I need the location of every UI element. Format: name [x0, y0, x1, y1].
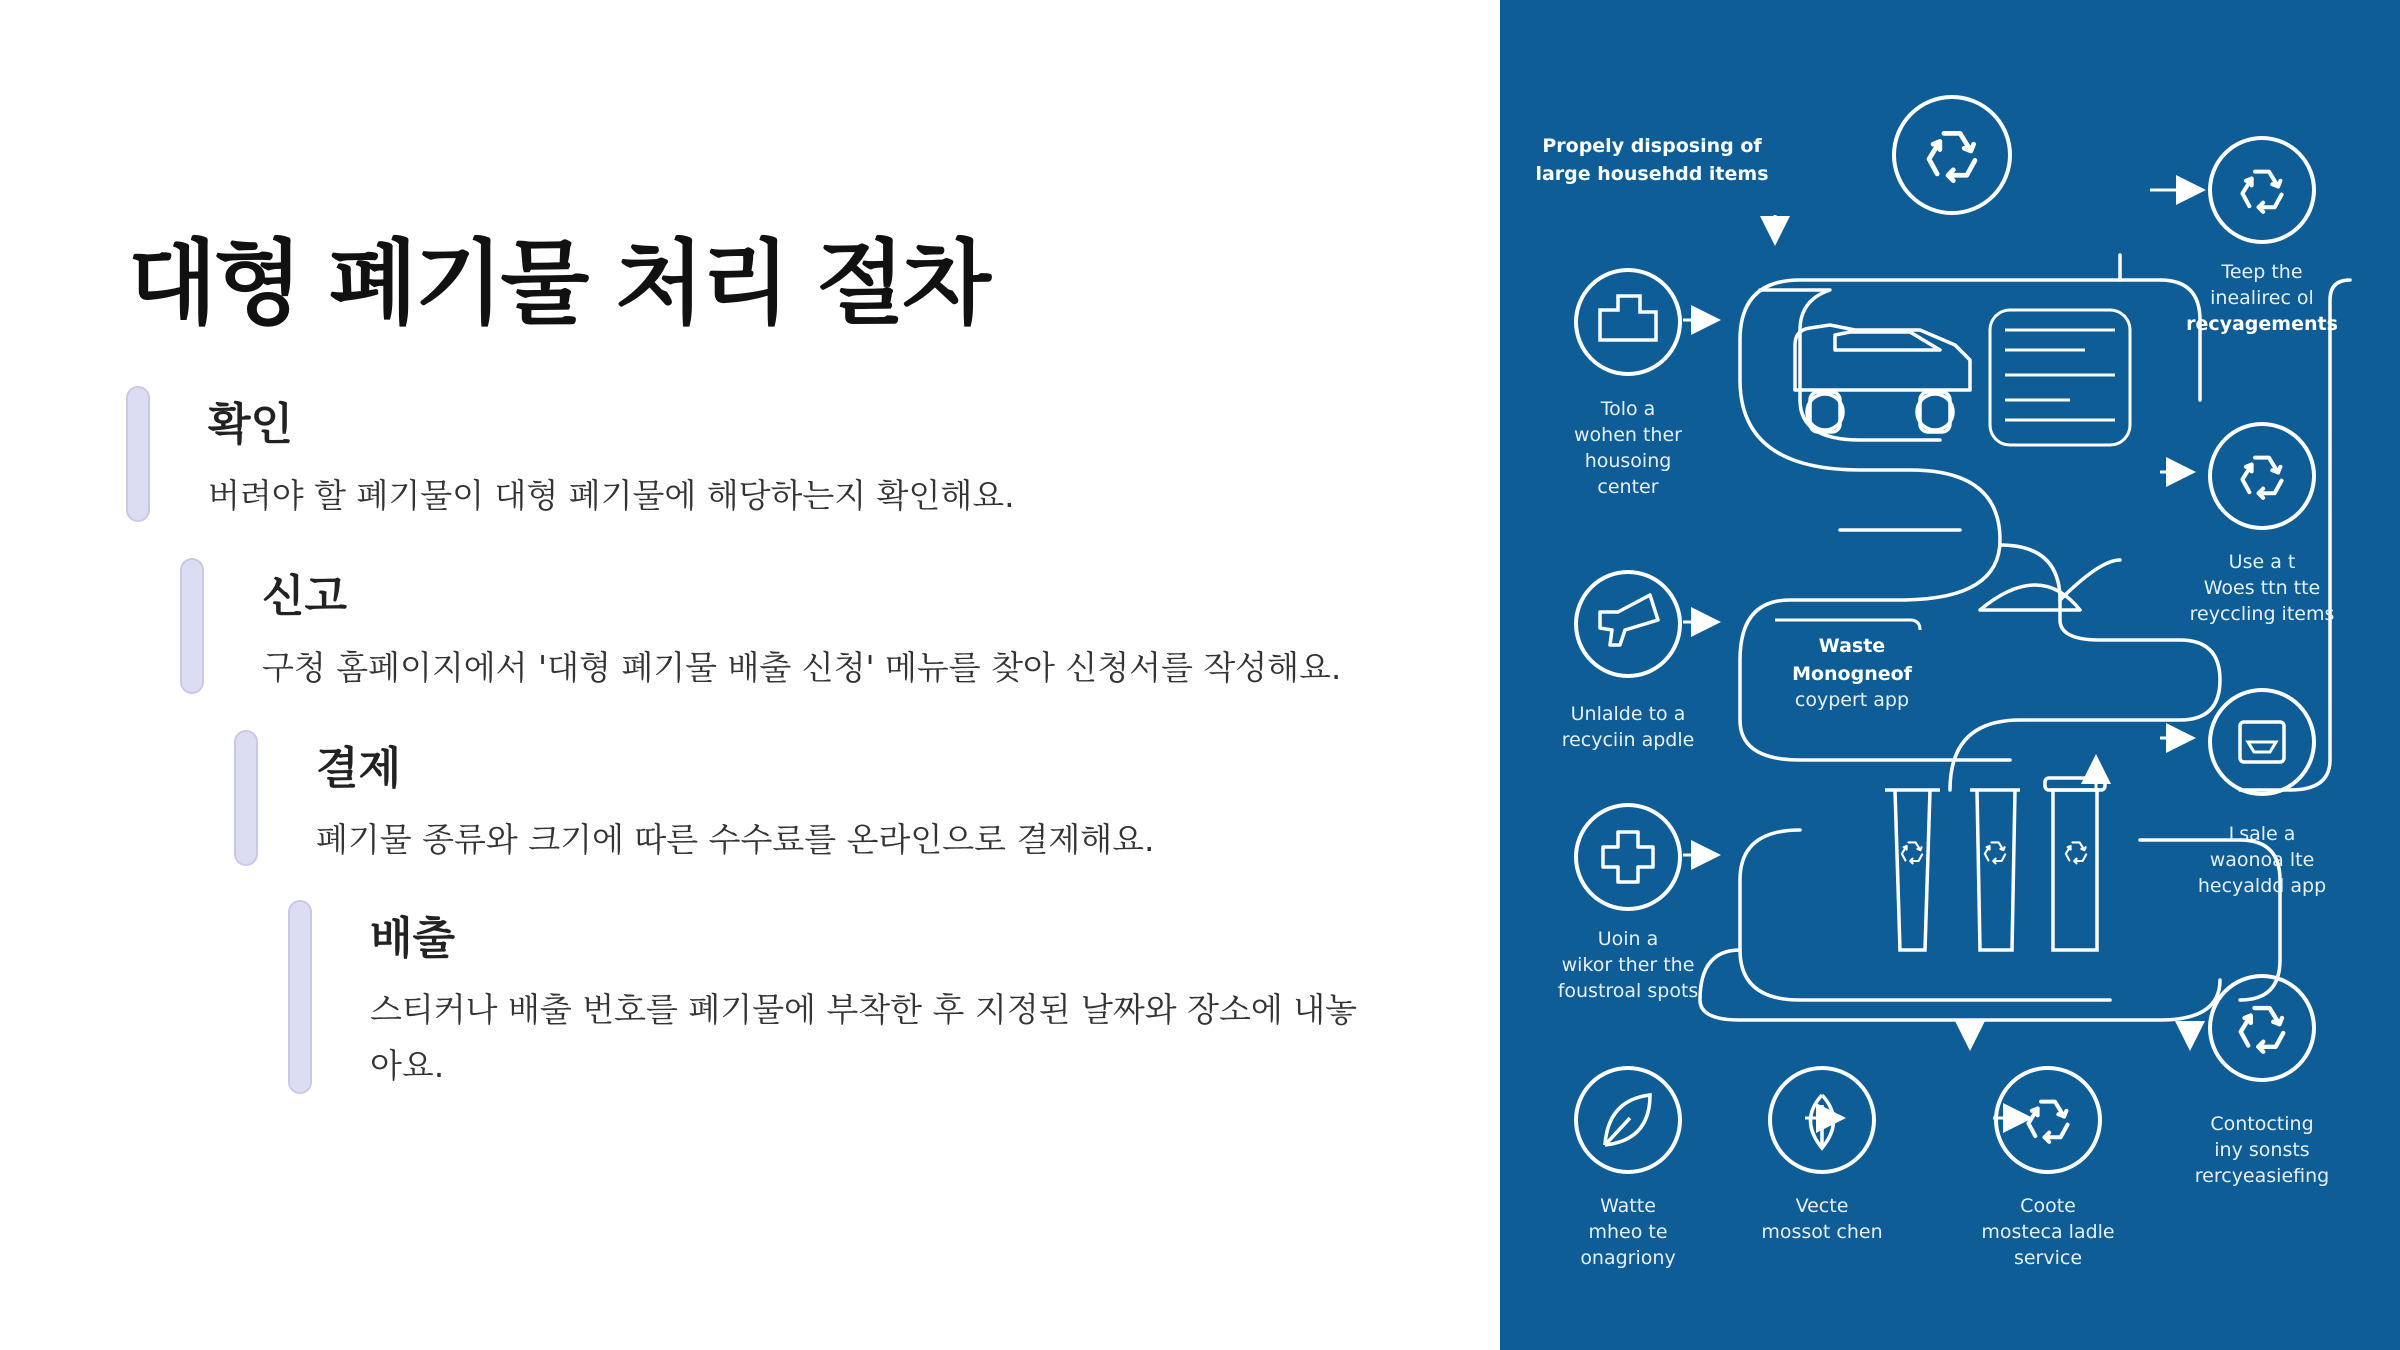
recycle-icon — [2210, 976, 2314, 1080]
right-label-line: waonoa lte — [2209, 849, 2315, 871]
right-label-line: Teep the — [2221, 261, 2303, 283]
bottom-label-line: Coote — [2020, 1195, 2076, 1217]
step-heading: 확인 — [208, 399, 294, 450]
infographic-header-line: Propely disposing of — [1542, 135, 1762, 157]
bottom-label-line: mosteca ladle — [1981, 1221, 2115, 1243]
recycle-icon — [1996, 1068, 2100, 1172]
box-icon — [2210, 690, 2314, 794]
left-label-line: recyciin apdle — [1561, 729, 1695, 751]
bottom-label-line: mossot chen — [1761, 1221, 1883, 1243]
right-label-line: rercyeasiefing — [2194, 1165, 2330, 1187]
step-description: 버려야 할 폐기물이 대형 폐기물에 해당하는지 확인해요. — [208, 476, 1015, 515]
recycle-icon — [2210, 424, 2314, 528]
building-icon — [1576, 270, 1680, 374]
right-label-line: Contocting — [2210, 1113, 2314, 1135]
flow-arrows — [1683, 190, 2200, 1118]
leaf-icon — [1576, 1068, 1680, 1172]
center-label-line: Monogneof — [1792, 663, 1912, 685]
left-label-line: wohen ther — [1574, 424, 1682, 446]
center-label-line: Waste — [1818, 635, 1886, 657]
bottom-label-line: Watte — [1600, 1195, 1656, 1217]
left-label-line: Tolo a — [1600, 398, 1656, 420]
right-label-line: Lsale a — [2228, 823, 2296, 845]
left-label-line: Uoin a — [1597, 928, 1659, 950]
center-label-line: coypert app — [1794, 689, 1910, 711]
infographic-panel — [1500, 0, 2400, 1350]
right-label-line: inealirec ol — [2210, 287, 2314, 309]
bottom-label-line: service — [2013, 1247, 2083, 1269]
winding-path — [1700, 255, 2350, 1020]
step-heading: 결제 — [316, 743, 402, 794]
bottom-label-line: mheo te — [1588, 1221, 1668, 1243]
right-label-line: reyccling items — [2189, 603, 2335, 625]
bottom-label-line: Vecte — [1795, 1195, 1849, 1217]
page-title: 대형 폐기물 처리 절차 — [128, 230, 988, 337]
right-label-line: Use a t — [2228, 551, 2296, 573]
right-label-line: hecyaldd app — [2197, 875, 2327, 897]
car-icon — [1795, 325, 1970, 432]
step-accent-bar — [288, 900, 312, 1094]
step-accent-bar — [180, 558, 204, 694]
leaf-icon — [1770, 1068, 1874, 1172]
step-accent-bar — [126, 386, 150, 522]
bottom-label-line: onagriony — [1580, 1247, 1676, 1269]
left-label-line: foustroal spots — [1557, 980, 1699, 1002]
left-label-line: center — [1597, 476, 1659, 498]
infographic-illustration — [1500, 0, 2400, 1350]
step-heading: 배출 — [370, 913, 456, 964]
plus-circle-icon — [1576, 805, 1680, 909]
recycle-icon — [1894, 97, 2010, 213]
ticket-icon — [1990, 310, 2130, 445]
recycle-icon — [2210, 138, 2314, 242]
right-label-line: iny sonsts — [2214, 1139, 2310, 1161]
step-accent-bar — [234, 730, 258, 866]
infographic-header-line: large househdd items — [1535, 163, 1769, 185]
right-label-line: Woes ttn tte — [2203, 577, 2321, 599]
left-label-line: Unlalde to a — [1570, 703, 1686, 725]
step-description: 구청 홈페이지에서 '대형 폐기물 배출 신청' 메뉴를 찾아 신청서를 작성해요. — [262, 648, 1342, 687]
step-heading: 신고 — [262, 571, 348, 622]
left-label-line: housoing — [1584, 450, 1672, 472]
megaphone-icon — [1576, 572, 1680, 676]
step-description: 폐기물 종류와 크기에 따른 수수료를 온라인으로 결제해요. — [316, 820, 1155, 859]
left-label-line: wikor ther the — [1561, 954, 1695, 976]
waste-app-box — [1775, 620, 1920, 630]
right-label-line: recyagements — [2186, 313, 2338, 335]
step-description: 스티커나 배출 번호를 폐기물에 부착한 후 지정된 날짜와 장소에 내놓아요. — [370, 990, 1357, 1085]
